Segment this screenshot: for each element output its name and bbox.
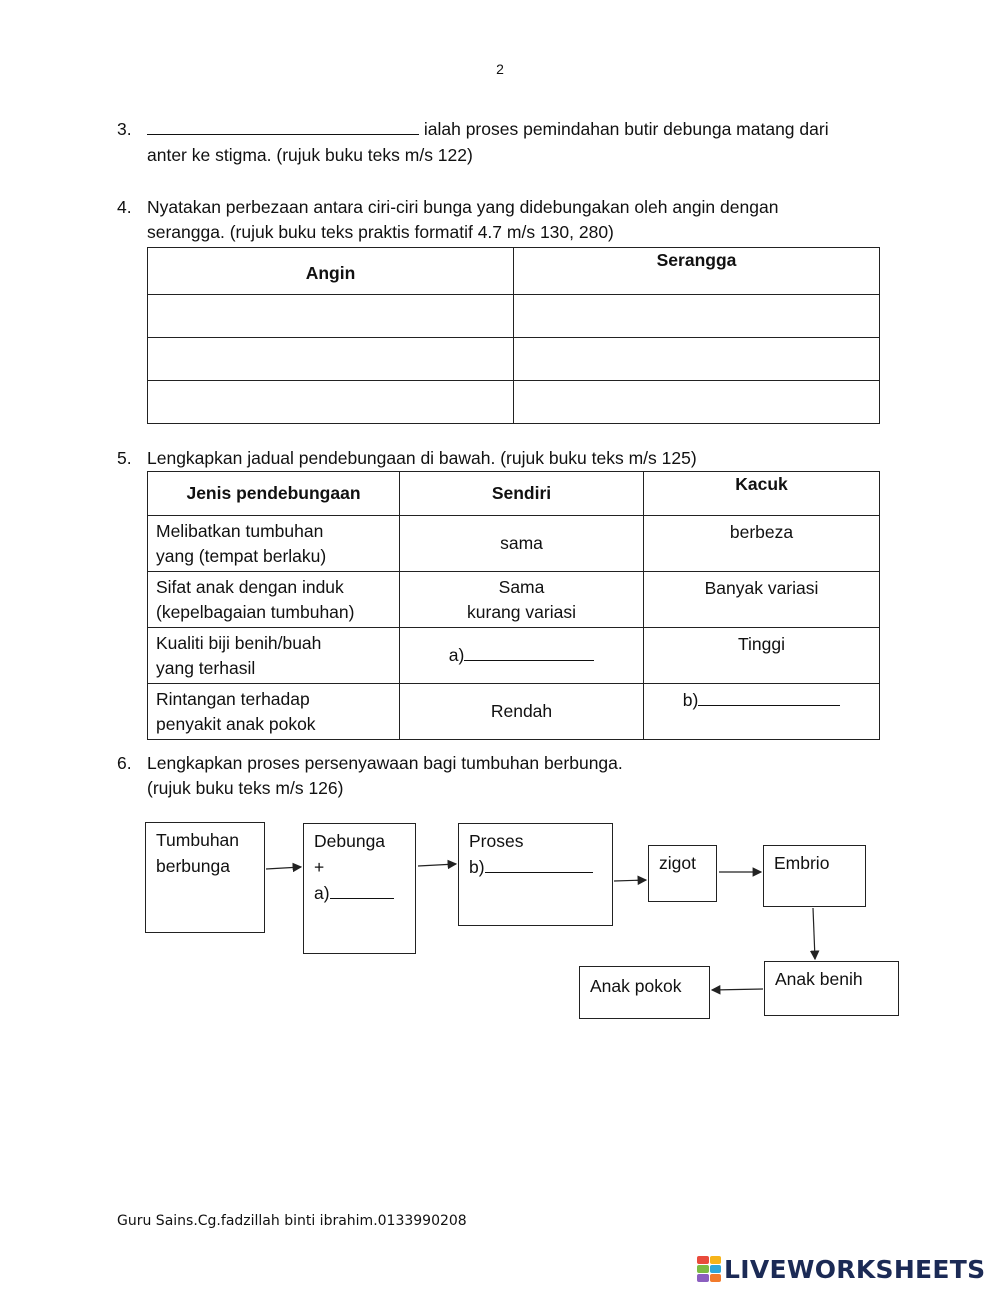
q6-answer-b-label: b) bbox=[469, 857, 485, 877]
flow-box-zigot: zigot bbox=[648, 845, 717, 902]
q6-number: 6. bbox=[117, 753, 132, 773]
q6-line1: Lengkapkan proses persenyawaan bagi tumbuhan berbunga. bbox=[147, 753, 623, 773]
q5-row4-label-line1: Rintangan terhadap bbox=[156, 688, 310, 709]
footer-credit: Guru Sains.Cg.fadzillah binti ibrahim.0133990208 bbox=[117, 1213, 467, 1229]
q5-number: 5. bbox=[117, 448, 132, 468]
flow-box-debunga-line1: Debunga bbox=[314, 831, 386, 851]
q5-row1-label-line1: Melibatkan tumbuhan bbox=[156, 520, 324, 541]
q3-number: 3. bbox=[117, 119, 132, 139]
arrow-tumbuhan-to-debunga bbox=[266, 867, 301, 869]
q5-row2-sendiri-line1: Sama bbox=[498, 576, 545, 597]
q5-row3-label-line1: Kualiti biji benih/buah bbox=[156, 632, 322, 653]
q5-row2-label-line2: (kepelbagaian tumbuhan) bbox=[156, 601, 355, 622]
q5-row2-sendiri-line2: kurang variasi bbox=[467, 601, 576, 622]
q5-row1-kacuk: berbeza bbox=[644, 516, 880, 572]
q5-row2-label-line1: Sifat anak dengan induk bbox=[156, 576, 344, 597]
arrow-debunga-to-proses bbox=[418, 864, 456, 866]
liveworksheets-logo bbox=[697, 1254, 985, 1284]
flow-box-embrio: Embrio bbox=[763, 845, 866, 907]
flow-box-anak-benih: Anak benih bbox=[764, 961, 899, 1016]
logo-tile bbox=[697, 1265, 709, 1273]
logo-tile bbox=[710, 1274, 722, 1282]
q5-row4-label-line2: penyakit anak pokok bbox=[156, 713, 316, 734]
q4-header-angin: Angin bbox=[148, 248, 514, 295]
flow-box-debunga-line2: + bbox=[314, 857, 325, 877]
page-number: 2 bbox=[496, 61, 504, 77]
q4-header-serangga: Serangga bbox=[514, 248, 880, 295]
arrow-proses-to-zigot bbox=[614, 880, 646, 881]
q5-answer-b-label: b) bbox=[682, 690, 699, 710]
q4-line2: serangga. (rujuk buku teks praktis formatif 4.7 m/s 130, 280) bbox=[147, 222, 614, 242]
q5-answer-a-label: a) bbox=[448, 645, 465, 665]
q5-row2-kacuk: Banyak variasi bbox=[644, 572, 880, 628]
logo-tile bbox=[697, 1256, 709, 1264]
q5-text: Lengkapkan jadual pendebungaan di bawah. (rujuk buku teks m/s 125) bbox=[147, 448, 697, 468]
q5-header-sendiri: Sendiri bbox=[400, 472, 644, 516]
q5-row3-label-line2: yang terhasil bbox=[156, 657, 256, 678]
flow-box-tumbuhan-line1: Tumbuhan bbox=[156, 830, 240, 850]
arrow-anak-benih-to-anak-pokok bbox=[712, 989, 763, 990]
q5-row3-kacuk: Tinggi bbox=[644, 628, 880, 684]
q6-line2: (rujuk buku teks m/s 126) bbox=[147, 778, 344, 798]
q5-row1-label-line2: yang (tempat berlaku) bbox=[156, 545, 327, 566]
q4-line1: Nyatakan perbezaan antara ciri-ciri bunga yang didebungakan oleh angin dengan bbox=[147, 197, 779, 217]
arrow-embrio-to-anak-benih bbox=[813, 908, 815, 959]
logo-tile bbox=[710, 1265, 722, 1273]
q4-number: 4. bbox=[117, 197, 132, 217]
flow-box-proses-line1: Proses bbox=[469, 831, 524, 851]
q5-row1-sendiri: sama bbox=[400, 516, 644, 572]
logo-tile bbox=[697, 1274, 709, 1282]
q5-header-jenis: Jenis pendebungaan bbox=[148, 472, 400, 516]
q3-line2: anter ke stigma. (rujuk buku teks m/s 122) bbox=[147, 145, 473, 165]
q6-answer-a-label: a) bbox=[314, 883, 330, 903]
liveworksheets-logo-text: LIVEWORKSHEETS bbox=[724, 1254, 986, 1284]
q3-text: ialah proses pemindahan butir debunga matang dari bbox=[419, 119, 829, 139]
liveworksheets-logo-icon bbox=[697, 1256, 721, 1282]
logo-tile bbox=[710, 1256, 722, 1264]
q5-header-kacuk: Kacuk bbox=[644, 472, 880, 516]
flow-box-anak-pokok: Anak pokok bbox=[579, 966, 710, 1019]
flow-box-tumbuhan-line2: berbunga bbox=[156, 856, 230, 876]
q5-row4-sendiri: Rendah bbox=[400, 684, 644, 740]
